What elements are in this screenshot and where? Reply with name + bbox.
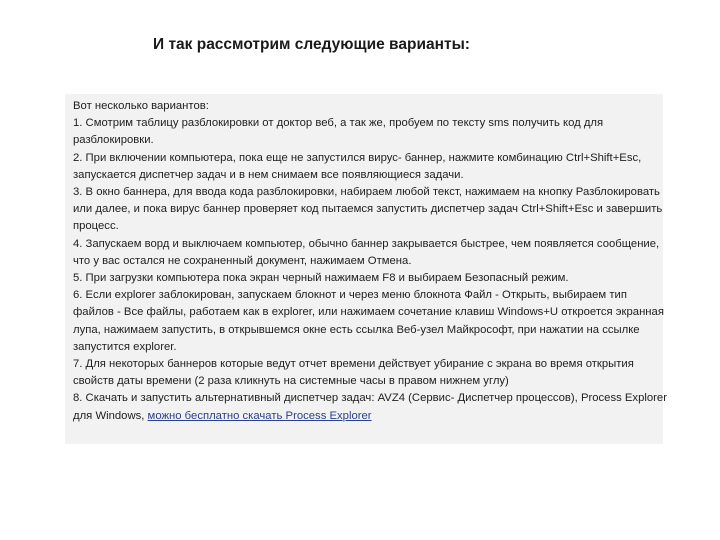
- list-item: 3. В окно баннера, для ввода кода разблокировки, набираем любой текст, нажимаем на кнопку Разблокировать или далее, и пока вирус баннер проверяет код пытаемся запустить диспетчер задач Ctrl+Shift+Esc и завершить процесс.: [73, 186, 663, 233]
- list-item-8: [73, 390, 667, 424]
- list-item: 2. При включении компьютера, пока еще не запустился вирус- баннер, нажмите комбинацию Ctrl+Shift+Esc, запускается диспетчер задач и в нем снимаем все появляющиеся задачи.: [73, 151, 642, 181]
- slide-title: И так рассмотрим следующие варианты:: [153, 36, 470, 53]
- list-item: 7. Для некоторых баннеров которые ведут отчет времени действует убирание с экрана во время открытия свойств даты времени (2 раза кликнуть на системные часы в правом нижнем углу): [73, 358, 634, 388]
- list-item: 1. Смотрим таблицу разблокировки от доктор веб, а так же, пробуем по тексту sms получить код для разблокировки.: [73, 117, 604, 147]
- list-item: 4. Запускаем ворд и выключаем компьютер, обычно баннер закрывается быстрее, чем появляется сообщение, что у вас остался не сохраненный документ, нажимаем Отмена.: [73, 237, 660, 267]
- list-item: 5. При загрузки компьютера пока экран черный нажимаем F8 и выбираем Безопасный режим.: [73, 272, 569, 285]
- list-item-8-text: 8. Скачать и запустить альтернативный диспетчер задач: AVZ4 (Сервис- Диспетчер процессов), Process Explorer для Windows,: [73, 392, 667, 422]
- list-item: 6. Если explorer заблокирован, запускаем блокнот и через меню блокнота Файл - Открыть, выбираем тип файлов - Все файлы, работаем как в explorer, или нажимаем сочетание клавиш Windows+U откроется экранная лупа, нажимаем запустить, в открывшемся окне есть ссылка Веб-узел Майкрософт, при нажатии на ссылке запустится explorer.: [73, 289, 664, 353]
- process-explorer-download-link[interactable]: можно бесплатно скачать Process Explorer: [147, 409, 372, 422]
- body-text: [73, 98, 667, 425]
- intro-line: Вот несколько вариантов:: [73, 100, 209, 112]
